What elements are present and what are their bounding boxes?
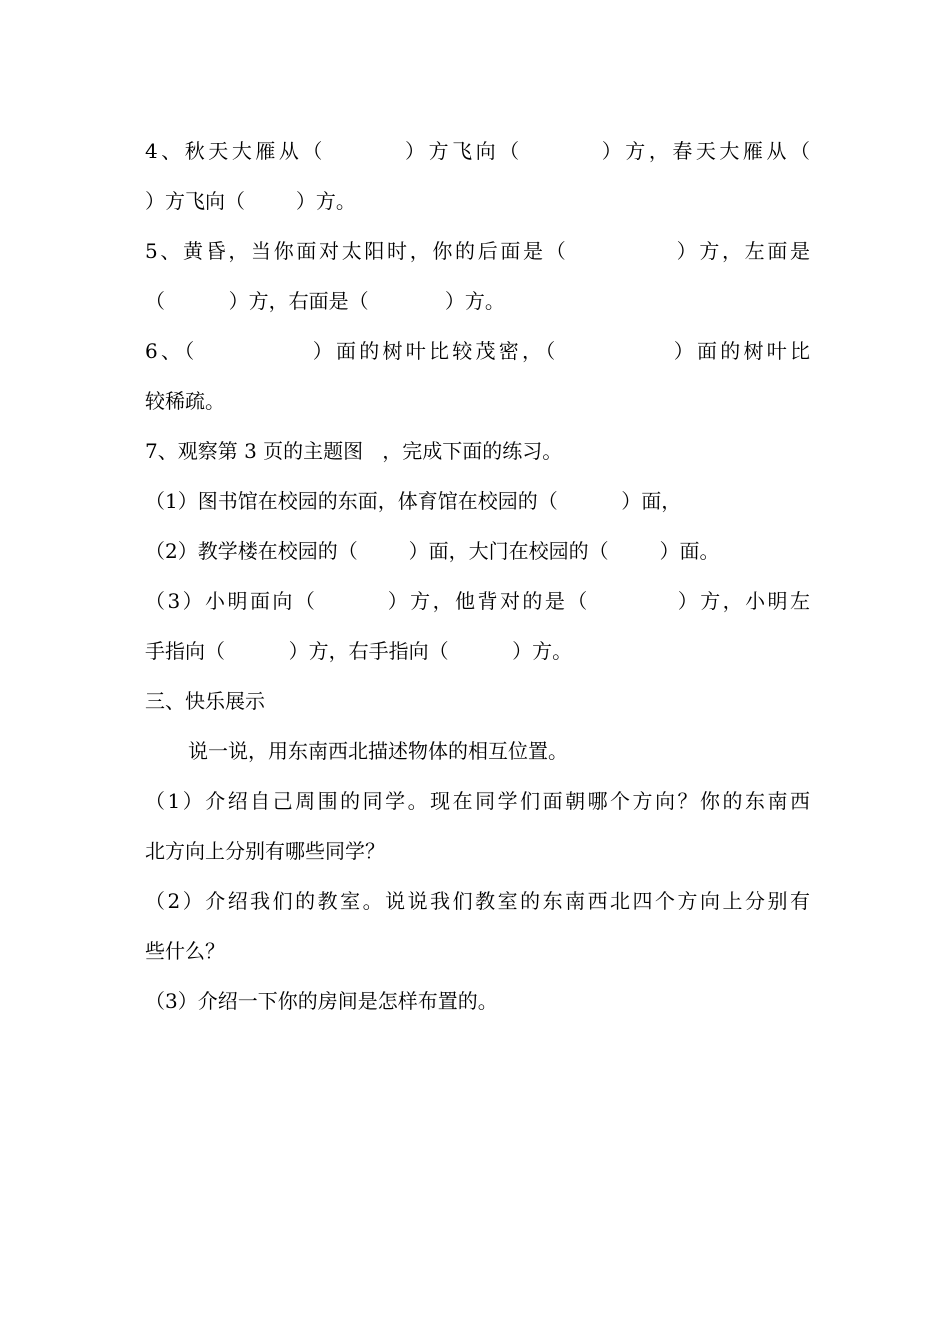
section-3-item-1-line-1: （1）介绍自己周围的同学。现在同学们面朝哪个方向？你的东南西 [145, 789, 810, 813]
question-6-line-1: 6、（ ）面的树叶比较茂密，（ ）面的树叶比 [145, 339, 810, 363]
question-7-part-3-line-1: （3）小明面向（ ）方，他背对的是（ ）方，小明左 [145, 589, 810, 613]
section-3-item-3: （3）介绍一下你的房间是怎样布置的。 [145, 989, 498, 1013]
question-5-line-1: 5、黄昏，当你面对太阳时，你的后面是（ ）方，左面是 [145, 239, 810, 263]
question-7-part-2: （2）教学楼在校园的（ ）面，大门在校园的（ ）面。 [145, 539, 720, 563]
section-heading-3: 三、快乐展示 [145, 689, 265, 713]
section-3-item-1-line-2: 北方向上分别有哪些同学？ [145, 839, 385, 863]
question-7-part-1: （1）图书馆在校园的东面，体育馆在校园的（ ）面， [145, 489, 682, 513]
section-3-instruction: 说一说，用东南西北描述物体的相互位置。 [188, 739, 568, 763]
question-7-part-3-line-2: 手指向（ ）方，右手指向（ ）方。 [145, 639, 573, 663]
question-5-line-2: （ ）方，右面是（ ）方。 [145, 289, 505, 313]
question-6-line-2: 较稀疏。 [145, 389, 225, 413]
question-4-line-1: 4、秋天大雁从（ ）方飞向（ ）方，春天大雁从（ [145, 139, 810, 163]
section-3-item-2-line-2: 些什么？ [145, 939, 225, 963]
question-7-intro: 7、观察第 3 页的主题图 ，完成下面的练习。 [145, 439, 563, 463]
section-3-item-2-line-1: （2）介绍我们的教室。说说我们教室的东南西北四个方向上分别有 [145, 889, 810, 913]
question-4-line-2: ）方飞向（ ）方。 [145, 189, 356, 213]
